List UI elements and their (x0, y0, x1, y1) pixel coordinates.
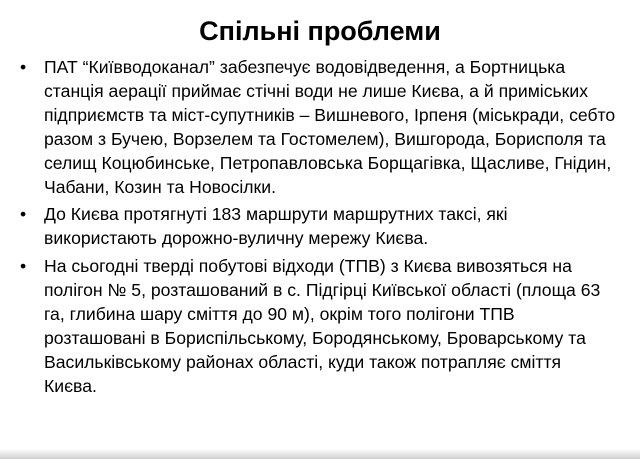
bullet-item (18, 203, 618, 251)
bullet-marker: • (20, 256, 27, 277)
slide-title: Спільні проблеми (199, 16, 441, 46)
bullet-text: На сьогодні тверді побутові відходи (ТПВ) з Києва вивозяться на полігон № 5, розташований в с. Підгірці Київської області (площа 63 га, глибина шару сміття до 90 м), окрім того полігони ТПВ розташовані в Бориспільському, Бородянському, Броварському та Васильківському районах області, куди також потрапляє сміття Києва. (44, 256, 601, 396)
bullet-marker: • (20, 204, 27, 225)
bullet-list (18, 56, 618, 403)
bullet-text: До Києва протягнуті 183 маршрути маршрутних таксі, які використають дорожно-вуличну мережу Києва. (44, 204, 508, 249)
bullet-text: ПАТ “Київводоканал” забезпечує водовідведення, а Бортницька станція аерації приймає стічні води не лише Києва, а й приміських підприємств та міст-супутників – Вишневого, Ірпеня (міськради, себто разом з Бучею, Ворзелем та Гостомелем), Вишгорода, Борисполя та селищ Коцюбинське, Петропавловська Борщагівка, Щасливе, Гнідин, Чабани, Козин та Новосілки. (44, 57, 616, 197)
bullet-item (18, 255, 618, 398)
bullet-marker: • (20, 57, 27, 77)
slide-bottom-edge (0, 449, 640, 459)
bullet-item (18, 56, 618, 199)
